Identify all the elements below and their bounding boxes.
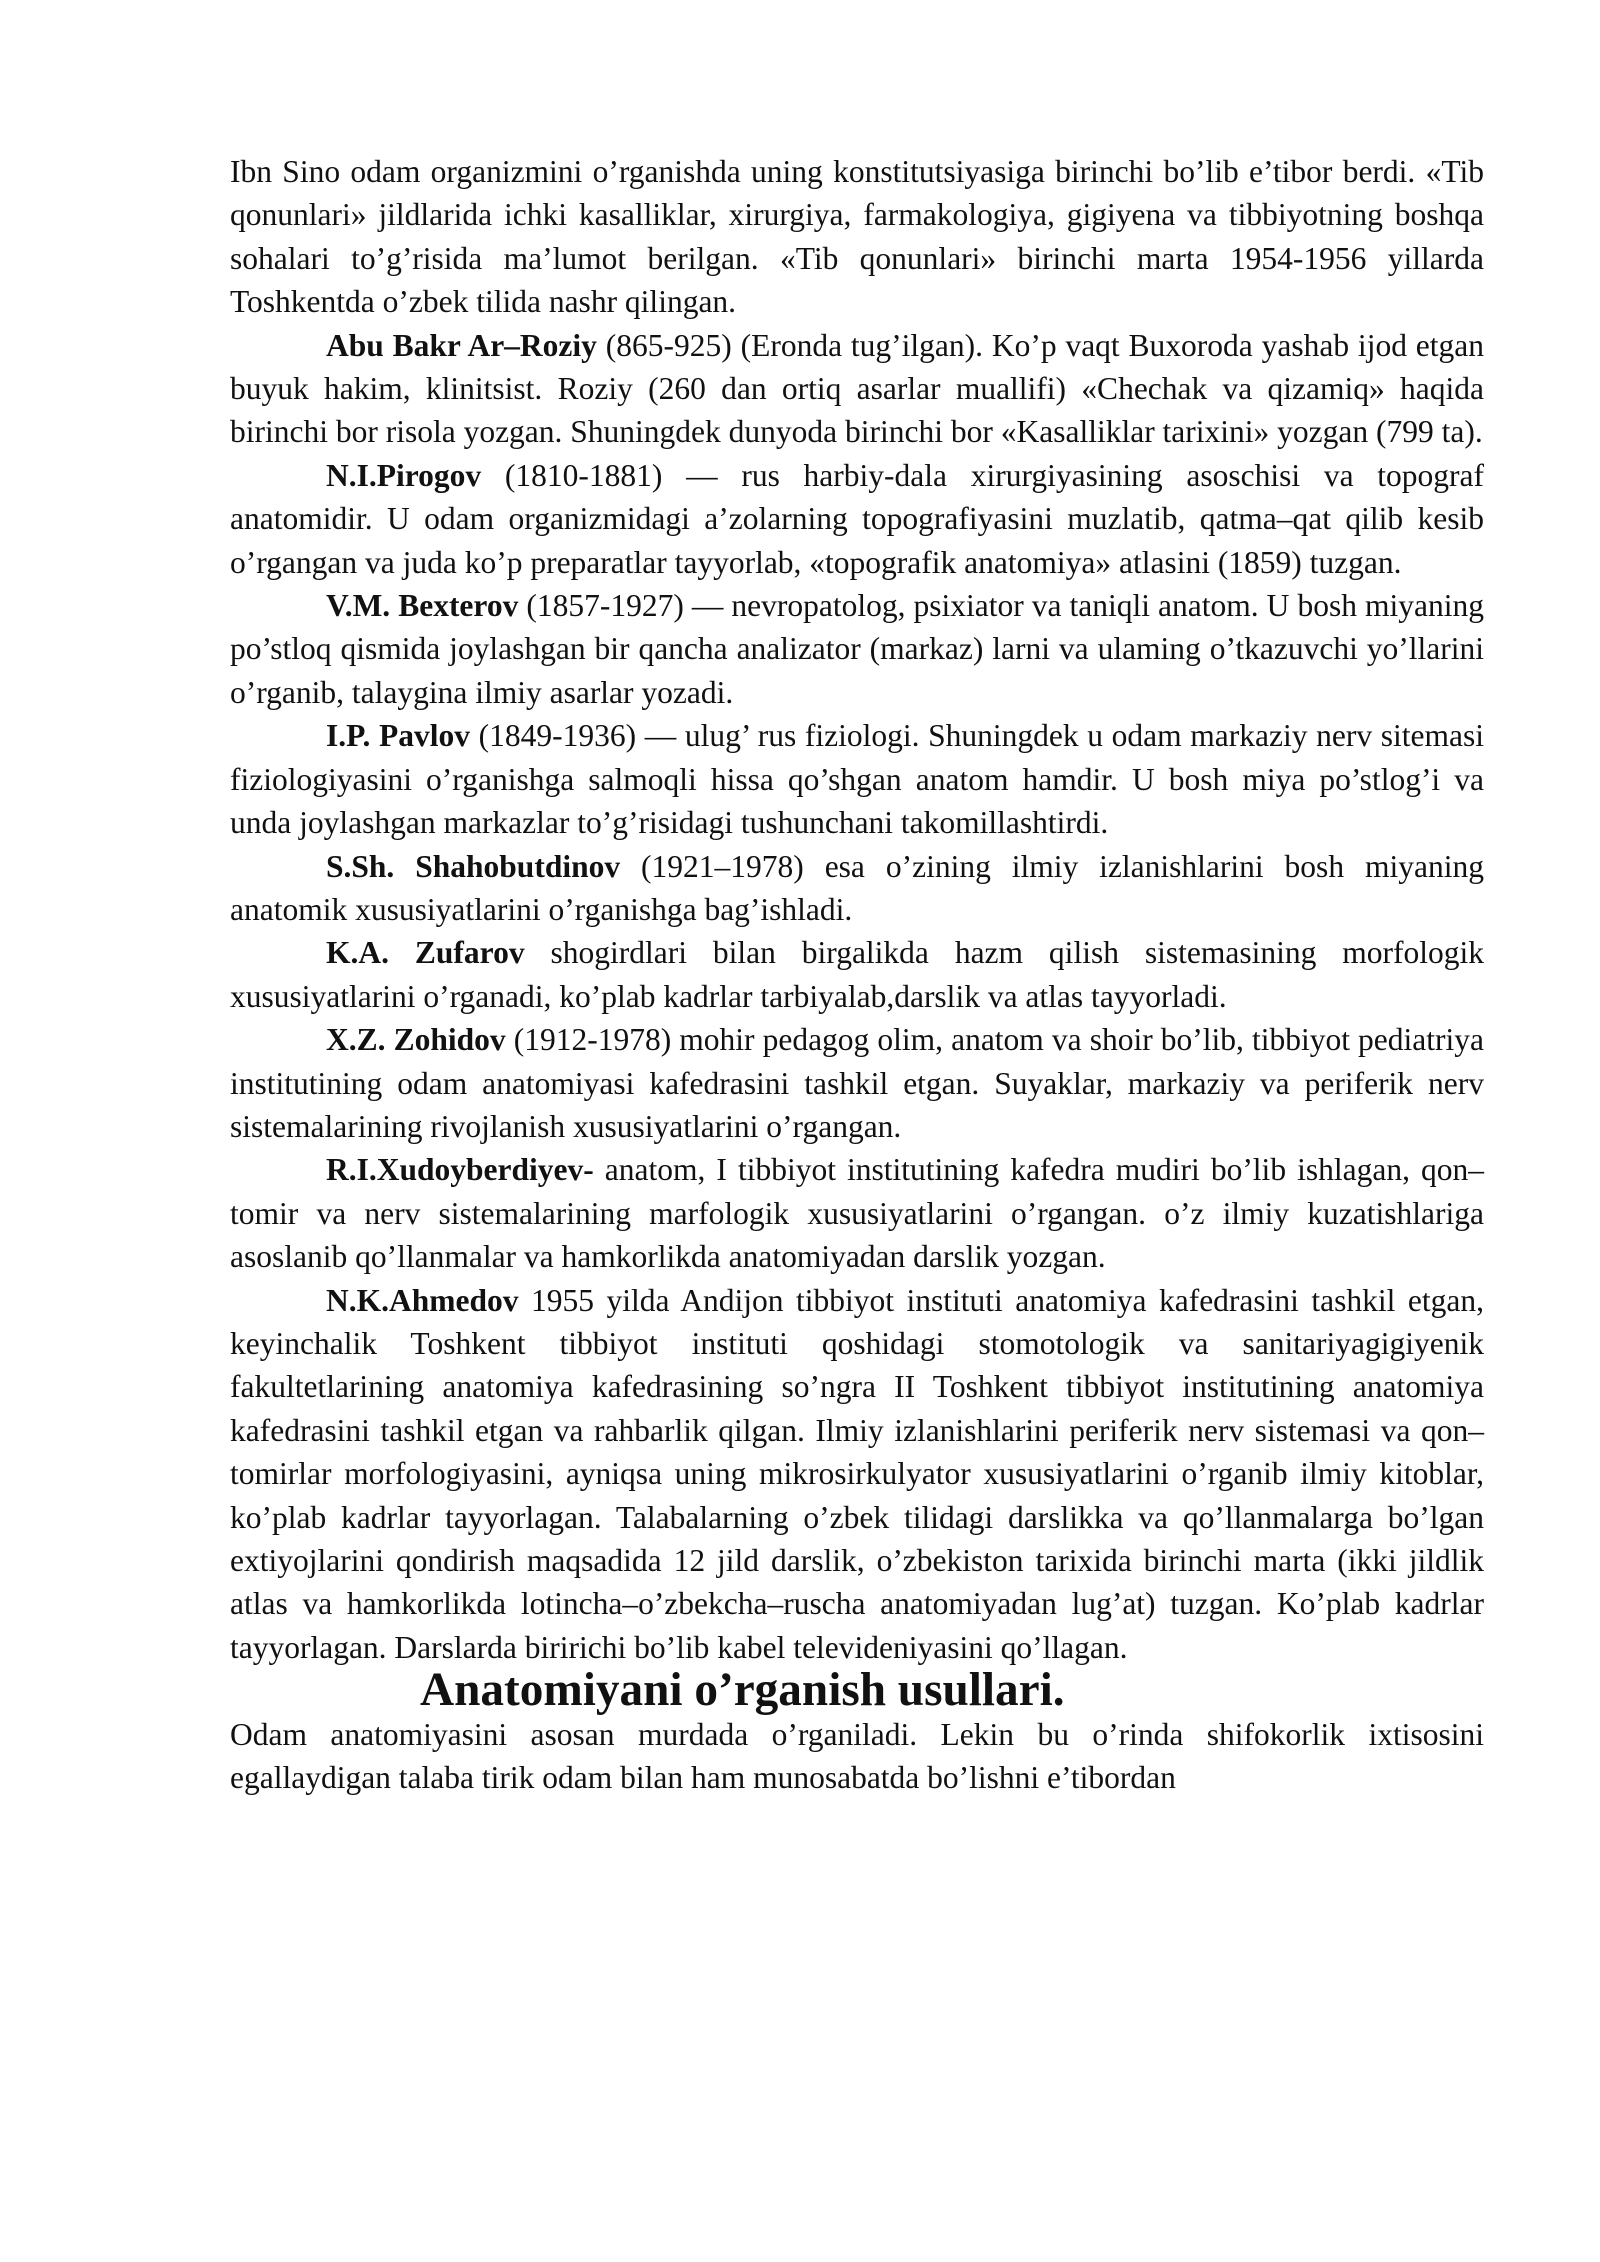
scientist-name: S.Sh. Shahobutdinov [326,848,621,884]
scientist-name: N.I.Pirogov [326,457,482,493]
paragraph-xudoyberdiyev [230,1148,1484,1278]
paragraph-methods: Odam anatomiyasini asosan murdada o’rganiladi. Lekin bu o’rinda shifokorlik ixtisosini egallaydigan talaba tirik odam bilan ham munosabatda bo’lishni e’tibordan [230,1716,1484,1796]
section-heading: Anatomiyani o’rganish usullari. [420,1664,1065,1717]
paragraph-pirogov [230,454,1484,584]
paragraph-text: (1857-1927) — nevropatolog, psixiator va taniqli anatom. U bosh miyaning po’stloq qismida joylashgan bir qancha analizator (markaz) larni va ulaming o’tkazuvchi yo’llarini o’rganib, talaygina ilmiy asarlar yozadi. [230,588,1484,710]
document-page [230,150,1484,1799]
paragraph-zohidov [230,1018,1484,1148]
paragraph-ibn-sino [230,150,1484,324]
paragraph-text: (865-925) (Eronda tug’ilgan). Ko’p vaqt Buxoroda yashab ijod etgan buyuk hakim, klinitsist. Roziy (260 dan ortiq asarlar muallifi) «Chechak va qizamiq» haqida birinchi bor risola yozgan. Shuningdek dunyoda birinchi bor «Kasalliklar tarixini» yozgan (799 ta). [230,327,1485,450]
scientist-name: X.Z. Zohidov [326,1022,506,1058]
scientist-name: Abu Bakr Ar–Roziy [326,327,597,363]
scientist-name: V.M. Bexterov [326,588,519,624]
scientist-name: R.I.Xudoyberdiyev- [326,1152,594,1188]
paragraph-bexterov [230,584,1484,714]
paragraph-text: (1912-1978) mohir pedagog olim, anatom va shoir bo’lib, tibbiyot pediatriya institutining odam anatomiyasi kafedrasini tashkil etgan. Suyaklar, markaziy va periferik nerv sistemalarining rivojlanish xususiyatlarini o’rgangan. [230,1022,1484,1144]
scientist-name: K.A. Zufarov [326,935,525,971]
paragraph-text: Ibn Sino odam organizmini o’rganishda uning konstitutsiyasiga birinchi bo’lib e’tibor berdi. «Tib qonunlari» jildlarida ichki kasalliklar, xirurgiya, farmakologiya, gigiyena va tibbiyotning boshqa sohalari to’g’risida ma’lumot berilgan. «Tib qonunlari» birinchi marta 1954-1956 yillarda Toshkentda o’zbek tilida nashr qilingan. [230,154,1484,320]
paragraph-text: shogirdlari bilan birgalikda hazm qilish sistemasining morfologik xususiyatlarini o’rganadi, ko’plab kadrlar tarbiyalab,darslik va atlas tayyorladi. [230,935,1484,1014]
paragraph-ar-roziy [230,324,1484,454]
paragraph-shahobutdinov [230,845,1484,932]
paragraph-text: anatom, I tibbiyot institutining kafedra mudiri bo’lib ishlagan, qon–tomir va nerv sistemalarining marfologik xususiyatlarini o’rgangan. o’z ilmiy kuzatishlariga asoslanib qo’llanmalar va hamkorlikda anatomiyadan darslik yozgan. [230,1152,1484,1275]
scientist-name: I.P. Pavlov [326,718,470,754]
paragraph-ahmedov [230,1279,1484,1670]
paragraph-text: (1849-1936) — ulug’ rus fiziologi. Shuningdek u odam markaziy nerv sitemasi fiziologiyasini o’rganishga salmoqli hissa qo’shgan anatom hamdir. U bosh miya po’stlog’i va unda joylashgan markazlar to’g’risidagi tushunchani takomillashtirdi. [230,718,1484,841]
paragraph-zufarov [230,931,1484,1018]
paragraph-text: 1955 yilda Andijon tibbiyot instituti anatomiya kafedrasini tashkil etgan, keyinchalik Toshkent tibbiyot instituti qoshidagi stomotologik va sanitariyagigiyenik fakultetlarining anatomiya kafedrasining so’ngra II Toshkent tibbiyot institutining anatomiya kafedrasini tashkil etgan va rahbarlik qilgan. Ilmiy izlanishlarini periferik nerv sistemasi va qon–tomirlar morfologiyasini, ayniqsa uning mikrosirkulyator xususiyatlarini o’rganib ilmiy kitoblar, ko’plab kadrlar tayyorlagan. Talabalarning o’zbek tilidagi darslikka va qo’llanmalarga bo’lgan extiyojlarini qondirish maqsadida 12 jild darslik, o’zbekiston tarixida birinchi marta (ikki jildlik atlas va hamkorlikda lotincha–o’zbekcha–ruscha anatomiyadan lug’at) tuzgan. Ko’plab kadrlar tayyorlagan. Darslarda biririchi bo’lib kabel televideniyasini qo’llagan. [230,1282,1484,1665]
scientist-name: N.K.Ahmedov [326,1282,519,1318]
paragraph-pavlov [230,714,1484,844]
paragraph-text: (1921–1978) esa o’zining ilmiy izlanishlarini bosh miyaning anatomik xususiyatlarini o’rganishga bag’ishladi. [230,848,1484,927]
paragraph-text: (1810-1881) — rus harbiy-dala xirurgiyasining asoschisi va topograf anatomidir. U odam organizmidagi a’zolarning topografiyasini muzlatib, qatma–qat qilib kesib o’rgangan va juda ko’p preparatlar tayyorlab, «topografik anatomiya» atlasini (1859) tuzgan. [230,457,1484,580]
